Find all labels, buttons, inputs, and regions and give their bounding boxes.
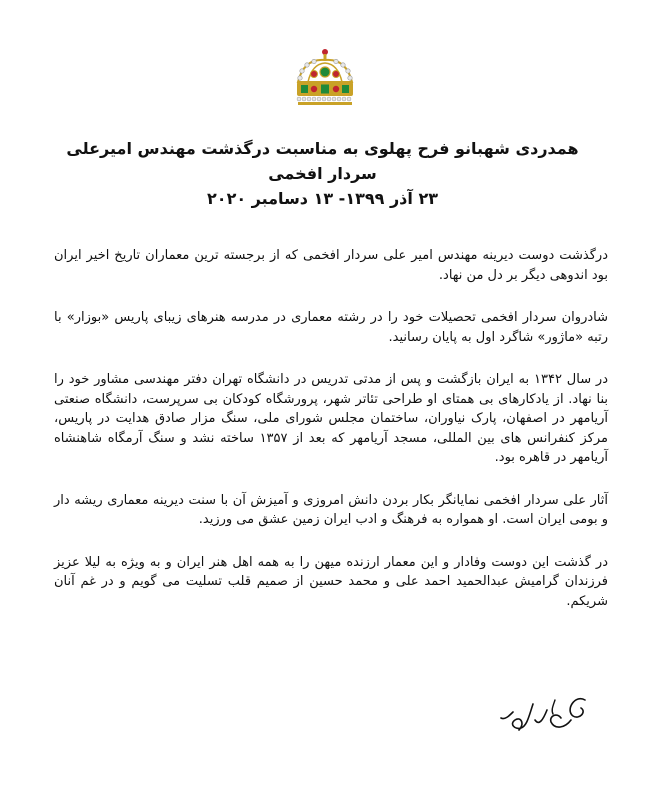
title-line-1: همدردی شهبانو فرح پهلوی به مناسبت درگذشت مهندس امیرعلی (66, 139, 579, 158)
title-date: ۲۳ آذر ۱۳۹۹- ۱۳ دسامبر ۲۰۲۰ (207, 189, 438, 208)
signature (495, 690, 595, 736)
letter-title (60, 136, 585, 211)
letter-body (54, 246, 608, 611)
paragraph: در گذشت این دوست وفادار و این معمار ارزنده میهن را به همه اهل هنر ایران و به ویژه به لیلا عزیز فرزندان گرامیش عبدالحمید احمد علی و محمد حسین از صمیم قلب تسلیت می گویم و در غم آنان شریکم. (54, 554, 608, 609)
paragraph: در سال ۱۳۴۲ به ایران بازگشت و پس از مدتی تدریس در دانشگاه تهران دفتر مهندسی مشاور خود را بنا نهاد. از یادکارهای بی همتای او طراحی تئاتر شهر، پرورشگاه کودکان بی سرپرست، دانشگاه صنعتی آریامهر در اصفهان، پارک نیاوران، ساختمان مجلس شورای ملی، سنگ مزار صادق هدایت در پاریس، مرکز کنفرانس های بین المللی، مسجد آریامهر که بعد از ۱۳۵۷ ساخته نشد و سنگ آرمگاه شاهنشاه آریامهر در قاهره بود. (54, 372, 608, 465)
paragraph: درگذشت دوست دیرینه مهندس امیر علی سردار افخمی که از برجسته ترین معماران تاریخ اخیر ایران بود اندوهی دیگر بر دل من نهاد. (54, 248, 608, 283)
paragraph: شادروان سردار افخمی تحصیلات خود را در رشته معماری در مدرسه هنرهای زیبای پاریس «بوزار» با رتبه «ماژور» شاگرد اول به پایان رسانید. (54, 310, 608, 345)
title-line-2: سردار افخمی (268, 164, 377, 183)
paragraph: آثار علی سردار افخمی نمایانگر بکار بردن دانش امروزی و آمیزش آن با سنت دیرینه معماری ریشه دار و بومی ایران است. او همواره به فرهنگ و ادب ایران زمین عشق می ورزید. (54, 492, 608, 527)
crown-icon (290, 48, 360, 108)
